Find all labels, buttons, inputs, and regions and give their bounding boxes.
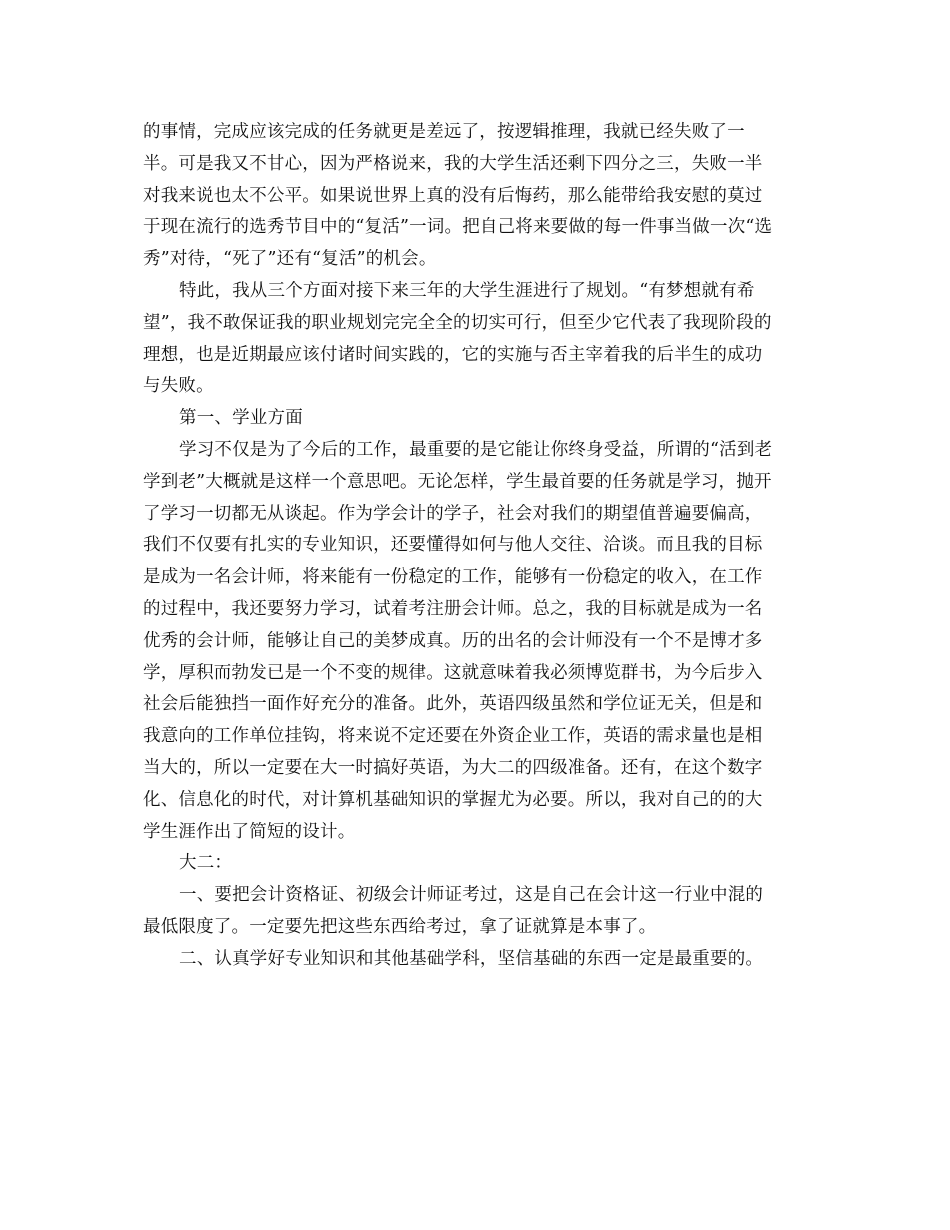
section-heading	[143, 403, 808, 435]
text-line: 理想，也是近期最应该付诸时间实践的，它的实施与否主宰着我的后半生的成功	[143, 344, 763, 365]
paragraph	[143, 117, 808, 276]
text-line: 了学习一切都无从谈起。作为学会计的学子，社会对我们的期望值普遍要偏高，	[143, 503, 763, 524]
text-line: 是成为一名会计师，将来能有一份稳定的工作，能够有一份稳定的收入，在工作	[143, 567, 763, 588]
text-line: 半。可是我又不甘心，因为严格说来，我的大学生活还剩下四分之三，失败一半	[143, 153, 763, 174]
text-line: 我们不仅要有扎实的专业知识，还要懂得如何与他人交往、洽谈。而且我的目标	[143, 535, 763, 556]
text-line: 二、认真学好专业知识和其他基础学科，坚信基础的东西一定是最重要的。	[179, 948, 764, 969]
document-body	[143, 117, 808, 976]
text-line: 学生涯作出了简短的设计。	[143, 821, 356, 842]
text-line: 的过程中，我还要努力学习，试着考注册会计师。总之，我的目标就是成为一名	[143, 598, 763, 619]
text-line: 秀”对待，“死了”还有“复活”的机会。	[143, 249, 437, 270]
text-line: 学到老”大概就是这样一个意思吧。无论怎样，学生最首要的任务就是学习，抛开	[143, 471, 772, 492]
paragraph	[143, 880, 808, 944]
text-line: 最低限度了。一定要先把这些东西给考过，拿了证就算是本事了。	[143, 916, 657, 937]
text-line: 化、信息化的时代，对计算机基础知识的掌握尤为必要。所以，我对自己的的大	[143, 789, 763, 810]
paragraph	[143, 944, 808, 976]
text-line: 第一、学业方面	[179, 408, 303, 429]
text-line: 学，厚积而勃发已是一个不变的规律。这就意味着我必须博览群书，为今后步入	[143, 662, 763, 683]
text-line: 的事情，完成应该完成的任务就更是差远了，按逻辑推理，我就已经失败了一	[143, 122, 745, 142]
text-line: 与失败。	[143, 376, 214, 397]
text-line: 望”，我不敢保证我的职业规划完完全全的切实可行，但至少它代表了我现阶段的	[143, 312, 772, 333]
text-line: 社会后能独挡一面作好充分的准备。此外，英语四级虽然和学位证无关，但是和	[143, 694, 763, 715]
text-line: 于现在流行的选秀节目中的“复活”一词。把自己将来要做的每一件事当做一次“选	[143, 217, 773, 238]
text-line: 大二：	[179, 853, 233, 874]
text-line: 一、要把会计资格证、初级会计师证考过，这是自己在会计这一行业中混的	[179, 885, 764, 906]
text-line: 当大的，所以一定要在大一时搞好英语，为大二的四级准备。还有，在这个数字	[143, 757, 763, 778]
text-line: 优秀的会计师，能够让自己的美梦成真。历的出名的会计师没有一个不是博才多	[143, 630, 763, 651]
text-line: 我意向的工作单位挂钩，将来说不定还要在外资企业工作，英语的需求量也是相	[143, 726, 763, 747]
text-line: 学习不仅是为了今后的工作，最重要的是它能让你终身受益，所谓的“活到老	[179, 439, 773, 460]
paragraph	[143, 276, 808, 403]
text-line: 特此，我从三个方面对接下来三年的大学生涯进行了规划。“有梦想就有希	[179, 280, 755, 301]
paragraph	[143, 435, 808, 848]
text-line: 对我来说也太不公平。如果说世界上真的没有后悔药，那么能带给我安慰的莫过	[143, 185, 763, 206]
section-heading	[143, 848, 808, 880]
